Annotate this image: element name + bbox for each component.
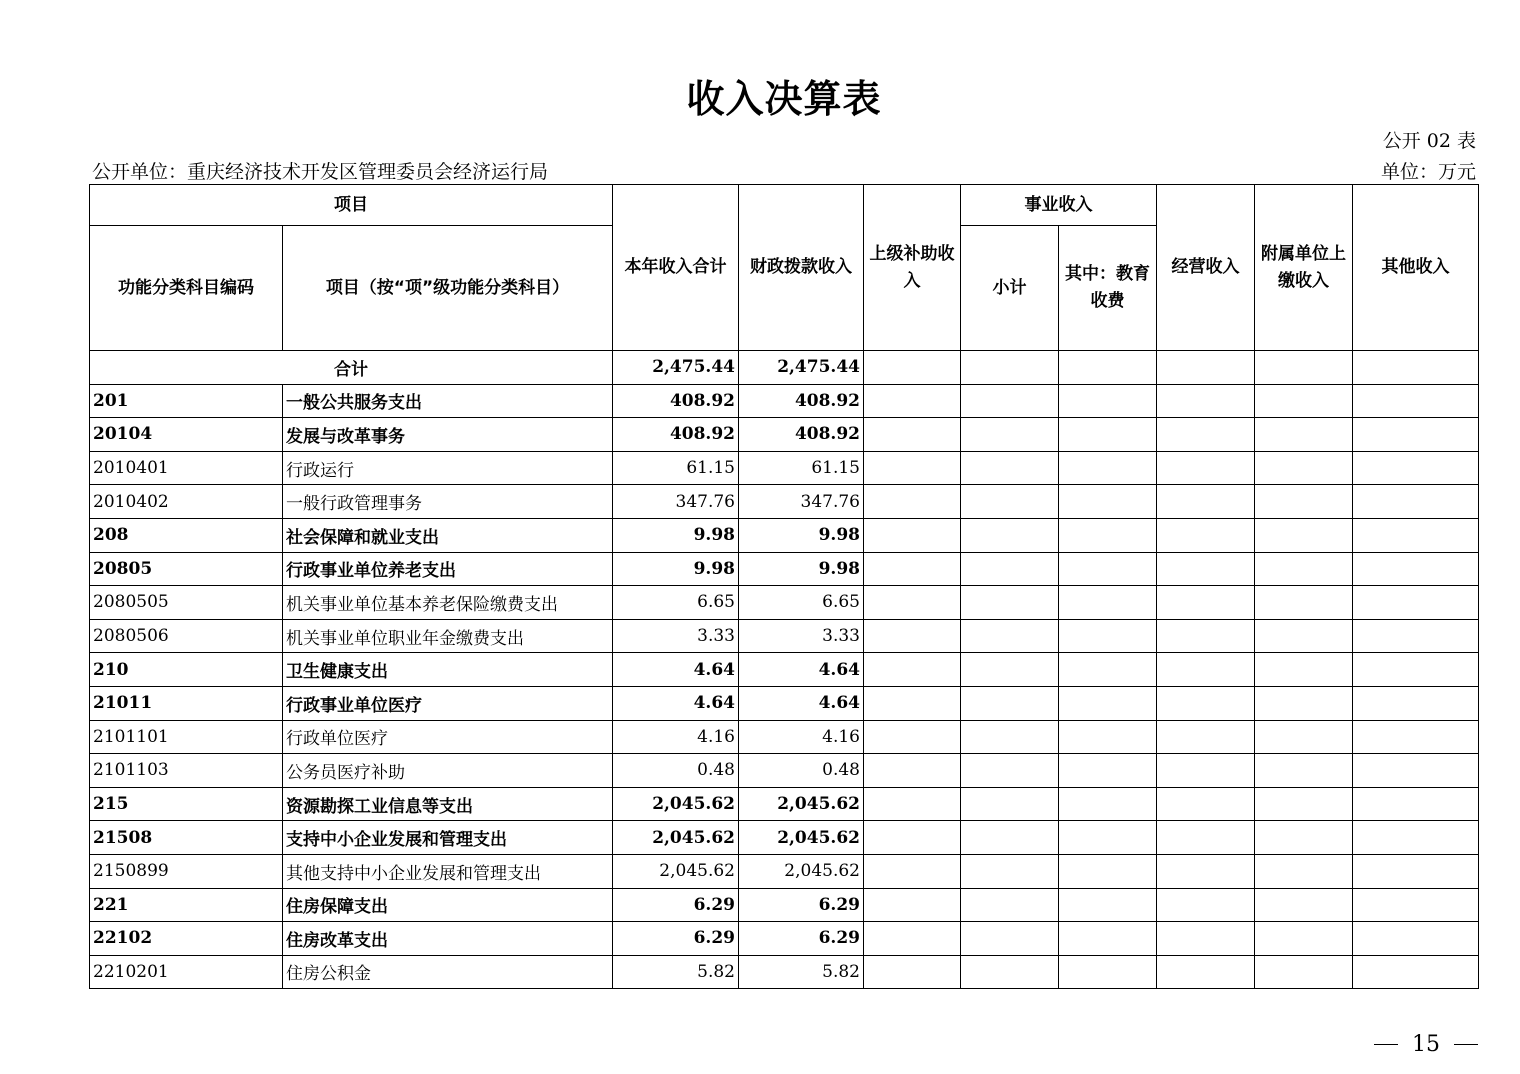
empty-cell (961, 451, 1059, 485)
empty-cell (1059, 922, 1157, 956)
empty-cell (1353, 418, 1479, 452)
empty-cell (864, 351, 961, 385)
empty-cell (1255, 586, 1353, 620)
empty-cell (961, 686, 1059, 720)
table-row (90, 955, 1479, 989)
empty-cell (1059, 787, 1157, 821)
row-name: 行政运行 (283, 451, 613, 485)
row-name: 社会保障和就业支出 (283, 518, 613, 552)
row-fiscal: 2,045.62 (739, 821, 864, 855)
table-row (90, 518, 1479, 552)
empty-cell (1157, 854, 1255, 888)
row-name: 发展与改革事务 (283, 418, 613, 452)
row-code: 21011 (90, 686, 283, 720)
empty-cell (1255, 485, 1353, 519)
empty-cell (961, 653, 1059, 687)
table-row (90, 619, 1479, 653)
row-fiscal: 408.92 (739, 418, 864, 452)
total-income-value: 2,475.44 (613, 351, 739, 385)
empty-cell (1157, 518, 1255, 552)
empty-cell (1157, 485, 1255, 519)
dash-left (1374, 1044, 1398, 1045)
empty-cell (1353, 485, 1479, 519)
row-name: 行政事业单位医疗 (283, 686, 613, 720)
table-row (90, 854, 1479, 888)
empty-cell (1255, 384, 1353, 418)
empty-cell (864, 888, 961, 922)
empty-cell (864, 518, 961, 552)
empty-cell (1255, 552, 1353, 586)
row-code: 20805 (90, 552, 283, 586)
row-code: 201 (90, 384, 283, 418)
empty-cell (1157, 653, 1255, 687)
table-row (90, 384, 1479, 418)
empty-cell (1255, 922, 1353, 956)
empty-cell (1353, 787, 1479, 821)
empty-cell (1059, 888, 1157, 922)
empty-cell (1157, 351, 1255, 385)
row-total-income: 347.76 (613, 485, 739, 519)
empty-cell (1353, 720, 1479, 754)
row-total-income: 4.64 (613, 653, 739, 687)
empty-cell (1059, 653, 1157, 687)
empty-cell (961, 351, 1059, 385)
row-fiscal: 4.64 (739, 653, 864, 687)
empty-cell (1353, 686, 1479, 720)
table-row (90, 485, 1479, 519)
empty-cell (1157, 922, 1255, 956)
row-name: 一般行政管理事务 (283, 485, 613, 519)
total-row (90, 351, 1479, 385)
empty-cell (864, 619, 961, 653)
row-fiscal: 2,045.62 (739, 854, 864, 888)
empty-cell (864, 787, 961, 821)
empty-cell (1255, 888, 1353, 922)
header-operating: 经营收入 (1157, 185, 1255, 351)
header-business-group: 事业收入 (961, 185, 1157, 226)
empty-cell (1059, 451, 1157, 485)
empty-cell (1255, 653, 1353, 687)
row-code: 22102 (90, 922, 283, 956)
table-row (90, 888, 1479, 922)
empty-cell (961, 854, 1059, 888)
empty-cell (864, 720, 961, 754)
row-fiscal: 347.76 (739, 485, 864, 519)
header-total-income: 本年收入合计 (613, 185, 739, 351)
row-name: 机关事业单位职业年金缴费支出 (283, 619, 613, 653)
total-fiscal-value: 2,475.44 (739, 351, 864, 385)
empty-cell (864, 686, 961, 720)
empty-cell (961, 518, 1059, 552)
row-name: 行政单位医疗 (283, 720, 613, 754)
empty-cell (1255, 754, 1353, 788)
empty-cell (864, 653, 961, 687)
empty-cell (1157, 451, 1255, 485)
table-row (90, 821, 1479, 855)
page-number (1374, 1032, 1478, 1057)
row-code: 20104 (90, 418, 283, 452)
page-title: 收入决算表 (686, 77, 882, 121)
empty-cell (1353, 552, 1479, 586)
row-code: 2080506 (90, 619, 283, 653)
row-total-income: 3.33 (613, 619, 739, 653)
row-total-income: 6.29 (613, 922, 739, 956)
empty-cell (1353, 653, 1479, 687)
empty-cell (961, 485, 1059, 519)
empty-cell (1353, 619, 1479, 653)
table-row (90, 586, 1479, 620)
empty-cell (1059, 720, 1157, 754)
row-total-income: 9.98 (613, 518, 739, 552)
empty-cell (1255, 619, 1353, 653)
row-code: 2210201 (90, 955, 283, 989)
empty-cell (1157, 619, 1255, 653)
empty-cell (864, 754, 961, 788)
row-code: 21508 (90, 821, 283, 855)
row-total-income: 9.98 (613, 552, 739, 586)
row-code: 2010401 (90, 451, 283, 485)
row-name: 行政事业单位养老支出 (283, 552, 613, 586)
empty-cell (1059, 955, 1157, 989)
row-name: 支持中小企业发展和管理支出 (283, 821, 613, 855)
empty-cell (1157, 552, 1255, 586)
row-name: 住房保障支出 (283, 888, 613, 922)
empty-cell (1157, 384, 1255, 418)
row-name: 公务员医疗补助 (283, 754, 613, 788)
table-row (90, 418, 1479, 452)
empty-cell (1157, 720, 1255, 754)
empty-cell (1255, 821, 1353, 855)
row-name: 卫生健康支出 (283, 653, 613, 687)
header-affiliated: 附属单位上缴收入 (1255, 185, 1353, 351)
row-code: 2101101 (90, 720, 283, 754)
header-code: 功能分类科目编码 (90, 226, 283, 351)
row-total-income: 4.16 (613, 720, 739, 754)
row-fiscal: 0.48 (739, 754, 864, 788)
row-name: 一般公共服务支出 (283, 384, 613, 418)
row-code: 221 (90, 888, 283, 922)
table-row (90, 787, 1479, 821)
row-total-income: 2,045.62 (613, 787, 739, 821)
empty-cell (1157, 586, 1255, 620)
empty-cell (1157, 955, 1255, 989)
empty-cell (961, 955, 1059, 989)
row-code: 215 (90, 787, 283, 821)
empty-cell (1255, 955, 1353, 989)
row-total-income: 408.92 (613, 418, 739, 452)
empty-cell (1059, 351, 1157, 385)
row-total-income: 2,045.62 (613, 854, 739, 888)
total-label: 合计 (90, 351, 613, 385)
row-total-income: 5.82 (613, 955, 739, 989)
empty-cell (1353, 754, 1479, 788)
empty-cell (1059, 418, 1157, 452)
empty-cell (1353, 351, 1479, 385)
row-total-income: 61.15 (613, 451, 739, 485)
table-row (90, 922, 1479, 956)
empty-cell (1353, 922, 1479, 956)
row-fiscal: 5.82 (739, 955, 864, 989)
table-row (90, 686, 1479, 720)
empty-cell (1255, 854, 1353, 888)
empty-cell (1255, 418, 1353, 452)
empty-cell (1157, 787, 1255, 821)
empty-cell (1059, 854, 1157, 888)
empty-cell (864, 955, 961, 989)
row-code: 210 (90, 653, 283, 687)
empty-cell (1059, 518, 1157, 552)
empty-cell (961, 720, 1059, 754)
row-code: 2101103 (90, 754, 283, 788)
empty-cell (1059, 619, 1157, 653)
empty-cell (1059, 384, 1157, 418)
currency-unit: 单位：万元 (1380, 161, 1476, 183)
row-fiscal: 4.64 (739, 686, 864, 720)
empty-cell (864, 485, 961, 519)
header-other: 其他收入 (1353, 185, 1479, 351)
empty-cell (1353, 854, 1479, 888)
table-row (90, 451, 1479, 485)
empty-cell (1059, 552, 1157, 586)
row-fiscal: 6.65 (739, 586, 864, 620)
empty-cell (1255, 720, 1353, 754)
empty-cell (1059, 754, 1157, 788)
empty-cell (1059, 586, 1157, 620)
row-total-income: 4.64 (613, 686, 739, 720)
empty-cell (961, 384, 1059, 418)
row-total-income: 6.29 (613, 888, 739, 922)
row-fiscal: 6.29 (739, 888, 864, 922)
empty-cell (961, 619, 1059, 653)
row-fiscal: 408.92 (739, 384, 864, 418)
empty-cell (961, 821, 1059, 855)
empty-cell (864, 922, 961, 956)
empty-cell (1353, 518, 1479, 552)
empty-cell (1353, 384, 1479, 418)
row-fiscal: 6.29 (739, 922, 864, 956)
empty-cell (961, 552, 1059, 586)
empty-cell (1157, 686, 1255, 720)
row-name: 资源勘探工业信息等支出 (283, 787, 613, 821)
empty-cell (1353, 451, 1479, 485)
header-superior: 上级补助收入 (864, 185, 961, 351)
header-project-group: 项目 (90, 185, 613, 226)
dash-right (1454, 1044, 1478, 1045)
table-row (90, 653, 1479, 687)
empty-cell (1255, 451, 1353, 485)
empty-cell (864, 451, 961, 485)
table-row (90, 552, 1479, 586)
row-fiscal: 61.15 (739, 451, 864, 485)
empty-cell (961, 922, 1059, 956)
reporting-unit: 公开单位：重庆经济技术开发区管理委员会经济运行局 (92, 161, 549, 183)
empty-cell (1059, 821, 1157, 855)
empty-cell (1157, 754, 1255, 788)
empty-cell (864, 552, 961, 586)
empty-cell (864, 384, 961, 418)
row-code: 2010402 (90, 485, 283, 519)
empty-cell (961, 586, 1059, 620)
empty-cell (864, 821, 961, 855)
row-total-income: 0.48 (613, 754, 739, 788)
header-fiscal: 财政拨款收入 (739, 185, 864, 351)
row-code: 208 (90, 518, 283, 552)
row-total-income: 408.92 (613, 384, 739, 418)
row-fiscal: 9.98 (739, 552, 864, 586)
empty-cell (961, 754, 1059, 788)
empty-cell (1157, 821, 1255, 855)
header-education: 其中：教育收费 (1059, 226, 1157, 351)
row-code: 2150899 (90, 854, 283, 888)
empty-cell (1157, 418, 1255, 452)
empty-cell (961, 787, 1059, 821)
empty-cell (1353, 821, 1479, 855)
income-table (89, 184, 1479, 989)
empty-cell (1255, 351, 1353, 385)
row-fiscal: 2,045.62 (739, 787, 864, 821)
row-total-income: 2,045.62 (613, 821, 739, 855)
table-row (90, 720, 1479, 754)
empty-cell (961, 888, 1059, 922)
empty-cell (1255, 518, 1353, 552)
form-number: 公开 02 表 (1382, 130, 1476, 152)
empty-cell (1059, 686, 1157, 720)
empty-cell (1353, 955, 1479, 989)
empty-cell (1255, 787, 1353, 821)
empty-cell (1059, 485, 1157, 519)
row-name: 机关事业单位基本养老保险缴费支出 (283, 586, 613, 620)
empty-cell (1353, 586, 1479, 620)
page-number-text: 15 (1412, 1032, 1440, 1057)
table-row (90, 754, 1479, 788)
row-fiscal: 9.98 (739, 518, 864, 552)
row-name: 住房改革支出 (283, 922, 613, 956)
empty-cell (864, 586, 961, 620)
empty-cell (1255, 686, 1353, 720)
empty-cell (864, 854, 961, 888)
row-total-income: 6.65 (613, 586, 739, 620)
row-code: 2080505 (90, 586, 283, 620)
row-fiscal: 4.16 (739, 720, 864, 754)
row-name: 其他支持中小企业发展和管理支出 (283, 854, 613, 888)
row-name: 住房公积金 (283, 955, 613, 989)
header-name: 项目（按“项”级功能分类科目） (283, 226, 613, 351)
empty-cell (961, 418, 1059, 452)
empty-cell (864, 418, 961, 452)
header-subtotal: 小计 (961, 226, 1059, 351)
empty-cell (1353, 888, 1479, 922)
row-fiscal: 3.33 (739, 619, 864, 653)
empty-cell (1157, 888, 1255, 922)
